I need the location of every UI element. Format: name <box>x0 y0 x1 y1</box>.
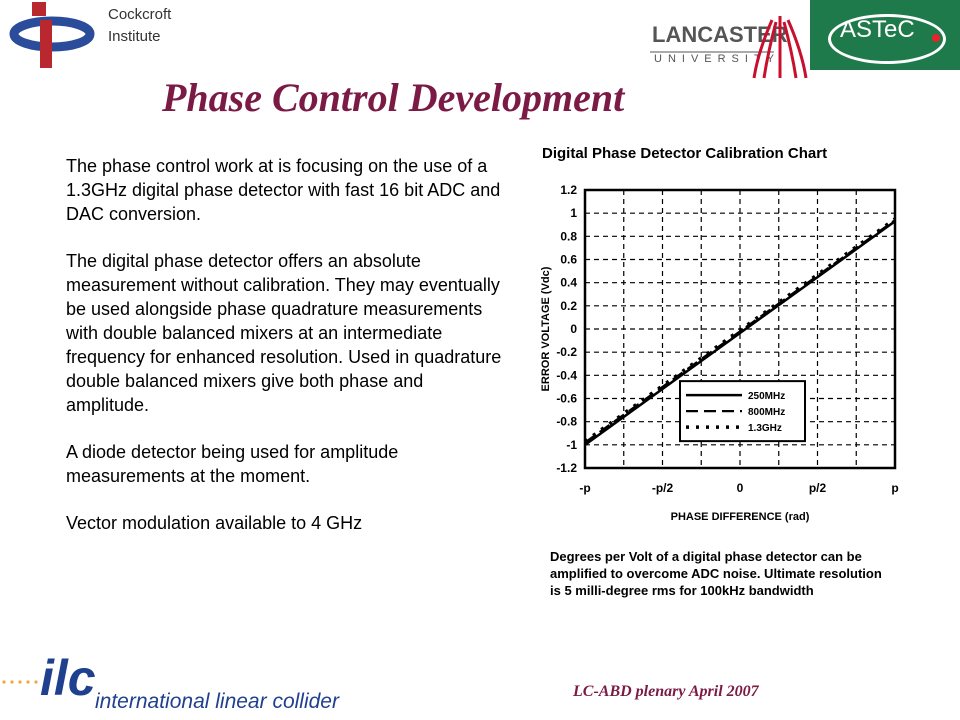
astec-logo <box>810 0 960 70</box>
paragraph-digital-detector: The digital phase detector offers an absolute measurement without calibration. They may eventually be used alongside phase quadrature measurements with double balanced mixers at an intermediate frequency for enhanced resolution. Used in quadrature double balanced mixers give both phase and amplitude. <box>66 251 502 415</box>
y-tick-label: 1.2 <box>560 183 577 197</box>
ilc-dots-icon <box>2 680 37 683</box>
y-tick-label: 0.2 <box>560 298 577 313</box>
x-axis-label: PHASE DIFFERENCE (rad) <box>670 511 810 523</box>
legend-label: 1.3GHz <box>748 423 782 435</box>
y-tick-label: 0.6 <box>560 252 577 267</box>
x-tick-label: -p <box>579 481 591 495</box>
legend-box <box>680 381 805 441</box>
cockcroft-institute-name <box>108 4 171 48</box>
x-tick-label: p <box>891 481 899 495</box>
institute-name-line1: Cockcroft <box>108 6 172 23</box>
lancaster-sub: UNIVERSITY <box>654 53 781 65</box>
y-tick-label: -0.4 <box>556 368 577 383</box>
x-tick-label: p/2 <box>808 481 827 495</box>
chart-title: Digital Phase Detector Calibration Chart <box>542 145 828 162</box>
ilc-logo <box>0 645 339 720</box>
ilc-name: international linear collider <box>95 690 339 713</box>
y-tick-label: -0.2 <box>556 345 577 360</box>
chart-caption: Degrees per Volt of a digital phase detector can be amplified to overcome ADC noise. Ultimate resolution is 5 milli-degree rms for 100kHz bandwidth <box>550 549 882 598</box>
x-tick-label: 0 <box>736 481 744 495</box>
y-tick-label: -1 <box>566 437 577 452</box>
x-tick-label: -p/2 <box>651 481 674 495</box>
y-tick-label: 0.4 <box>560 275 577 290</box>
y-axis-label: ERROR VOLTAGE (Vdc) <box>540 266 552 392</box>
body-text <box>66 154 506 558</box>
astec-dot-icon <box>932 34 940 42</box>
y-tick-label: -1.2 <box>556 461 577 475</box>
y-tick-label: 1 <box>570 206 577 221</box>
y-tick-label: 0 <box>570 322 577 336</box>
astec-name: ASTeC <box>840 16 915 43</box>
legend-label: 800MHz <box>748 407 786 419</box>
paragraph-phase-work: The phase control work at is focusing on the use of a 1.3GHz digital phase detector with fast 16 bit ADC and DAC conversion. <box>66 156 501 224</box>
legend-label: 250MHz <box>748 391 786 403</box>
page-title: Phase Control Development <box>162 75 625 120</box>
y-tick-label: -0.8 <box>556 414 577 429</box>
lancaster-university-logo <box>650 12 810 82</box>
ilc-mark: ilc <box>40 650 96 706</box>
institute-name-line2: Institute <box>108 28 161 45</box>
y-tick-label: 0.8 <box>560 229 577 244</box>
y-tick-label: -0.6 <box>556 391 577 406</box>
footer-event: LC-ABD plenary April 2007 <box>573 683 759 700</box>
paragraph-diode-detector: A diode detector being used for amplitude measurements at the moment. <box>66 442 399 486</box>
lancaster-name: LANCASTER <box>652 22 788 47</box>
cockcroft-institute-logo <box>10 0 100 70</box>
paragraph-vector-modulation: Vector modulation available to 4 GHz <box>66 513 363 533</box>
calibration-chart <box>530 170 920 530</box>
